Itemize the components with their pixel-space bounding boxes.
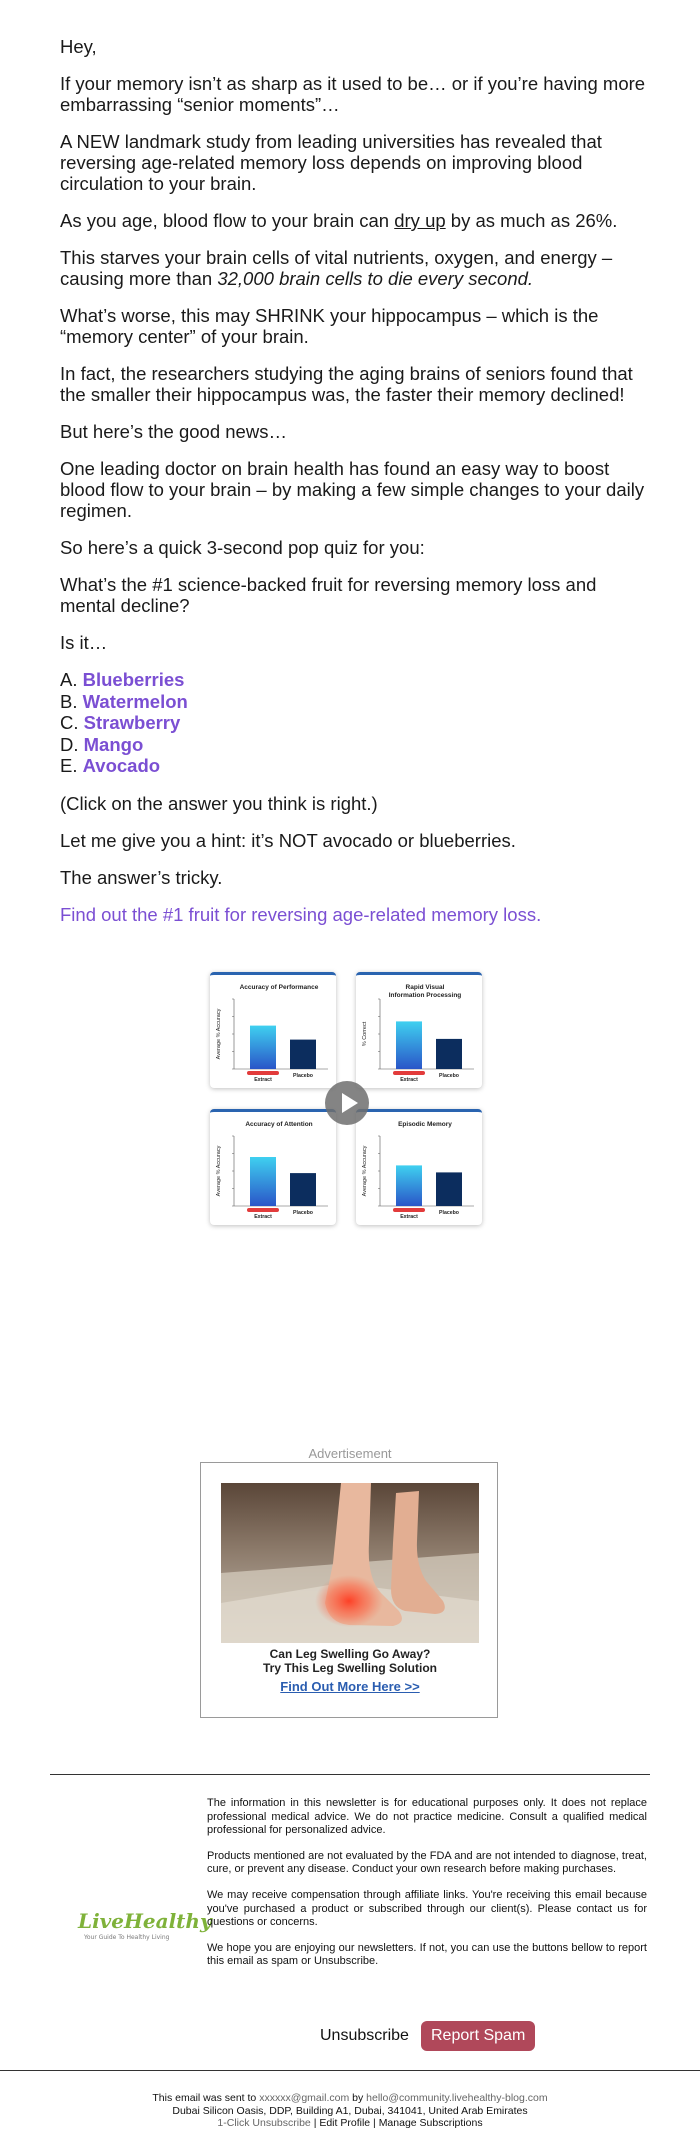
paragraph-6: In fact, the researchers studying the aging brains of seniors found that the smaller their hippocampus was, the faster their memory declined! <box>60 363 633 405</box>
advertisement-label: Advertisement <box>308 1446 392 1461</box>
disclaimer-fda: Products mentioned are not evaluated by the FDA and are not intended to diagnose, treat, cure, or prevent any disease. Conduct your own research before making purchases. <box>207 1849 647 1876</box>
chart-title <box>398 1121 452 1128</box>
bar-extract <box>250 1157 276 1206</box>
bar-extract <box>396 1021 422 1069</box>
divider <box>0 2070 700 2071</box>
video-thumbnail-charts[interactable] <box>210 972 484 1228</box>
chart-title <box>245 1121 312 1128</box>
bar-chart <box>356 1112 482 1225</box>
option-link-mango[interactable]: Mango <box>83 733 144 755</box>
y-axis-label: % Correct <box>362 1021 368 1047</box>
footer-links <box>150 2117 550 2130</box>
ad-headline-line-1: Can Leg Swelling Go Away? <box>269 1647 431 1661</box>
paragraph-1: If your memory isn’t as sharp as it used to be… or if you’re having more embarrassing “senior moments”… <box>60 73 646 115</box>
paragraph-14: The answer’s tricky. <box>60 866 223 888</box>
chart-title-line: Accuracy of Performance <box>239 984 319 991</box>
chart-title-line: Information Processing <box>388 992 462 999</box>
category-label: Placebo <box>293 1073 313 1079</box>
paragraph-4 <box>60 247 650 289</box>
logo-tagline: Your Guide To Healthy Living <box>84 1934 170 1941</box>
greeting: Hey, <box>60 36 97 57</box>
quiz-option <box>60 669 650 691</box>
foot-illustration <box>221 1483 479 1643</box>
p4-italic-text: 32,000 brain cells to die every second. <box>217 268 534 289</box>
redacted-label-mark <box>393 1071 425 1075</box>
logo-wordmark: LiveHealthy <box>78 1909 212 1933</box>
chart-title <box>240 984 319 991</box>
bar-chart <box>356 975 482 1088</box>
option-link-strawberry[interactable]: Strawberry <box>83 712 181 733</box>
quiz-option <box>60 712 650 734</box>
chart-card <box>210 1109 336 1225</box>
ad-headline-line-2: Try This Leg Swelling Solution <box>262 1661 437 1675</box>
option-letter: D. <box>60 733 79 755</box>
paragraph-11: Is it… <box>60 632 108 653</box>
p3-underlined-text: dry up <box>394 210 446 231</box>
ad-cta-link[interactable]: Find Out More Here >> <box>280 1679 420 1694</box>
category-label: Placebo <box>293 1210 313 1216</box>
footer-sent-prefix: This email was sent to <box>152 2092 260 2104</box>
option-letter: A. <box>60 669 78 690</box>
quiz-option <box>60 691 650 713</box>
chart-card <box>210 972 336 1088</box>
disclaimer-unsubscribe-info: We hope you are enjoying our newsletters. If not, you can use the buttons bellow to report this email as spam or Unsubscribe. <box>207 1941 647 1968</box>
category-label: Placebo <box>439 1210 459 1216</box>
email-body <box>60 36 650 941</box>
chart-card <box>356 972 482 1088</box>
category-label: Extract <box>400 1214 418 1220</box>
p3-text-after: by as much as 26%. <box>445 210 618 231</box>
category-label: Extract <box>400 1077 418 1083</box>
manage-subscriptions-link[interactable]: Manage Subscriptions <box>378 2117 483 2129</box>
footer-sender: hello@community.livehealthy-blog.com <box>366 2092 548 2104</box>
cta-paragraph <box>60 904 650 925</box>
quiz-option <box>60 755 650 777</box>
bar-placebo <box>436 1172 462 1206</box>
category-label: Extract <box>254 1214 272 1220</box>
play-icon <box>325 1081 369 1125</box>
paragraph-2: A NEW landmark study from leading universities has revealed that reversing age-related memory loss depends on improving blood circulation to your brain. <box>60 131 602 194</box>
ad-headline <box>201 1647 499 1675</box>
y-axis-label: Average % Accuracy <box>216 1008 222 1060</box>
footer-separator: | <box>310 2117 320 2129</box>
paragraph-9: So here’s a quick 3-second pop quiz for you: <box>60 537 425 558</box>
footer-sent-line <box>150 2092 550 2105</box>
paragraph-13: Let me give you a hint: it’s NOT avocado or blueberries. <box>60 829 516 851</box>
p3-text-before: As you age, blood flow to your brain can <box>60 210 395 231</box>
disclaimer-affiliate: We may receive compensation through affiliate links. You're receiving this email because you've purchased a product or subscribed through our client(s). Please contact us for questions or concerns. <box>207 1888 647 1929</box>
bar-extract <box>250 1026 276 1069</box>
report-spam-button[interactable]: Report Spam <box>421 2021 535 2051</box>
edit-profile-link[interactable]: Edit Profile <box>319 2117 371 2129</box>
chart-title-line: Rapid Visual <box>405 984 445 991</box>
bar-placebo <box>290 1173 316 1206</box>
paragraph-7: But here’s the good news… <box>60 421 287 442</box>
option-link-avocado[interactable]: Avocado <box>82 755 161 776</box>
redacted-label-mark <box>393 1208 425 1212</box>
livehealthy-logo[interactable] <box>76 1906 212 1946</box>
ad-image-foot-swelling[interactable] <box>221 1483 479 1643</box>
option-letter: E. <box>60 755 78 776</box>
redacted-label-mark <box>247 1208 279 1212</box>
logo-mark <box>76 1906 212 1946</box>
category-label: Extract <box>254 1077 272 1083</box>
memory-fruit-link[interactable]: Find out the #1 fruit for reversing age-related memory loss. <box>60 903 542 925</box>
bar-placebo <box>436 1039 462 1069</box>
one-click-unsubscribe-link[interactable]: 1-Click Unsubscribe <box>217 2117 311 2129</box>
category-label: Placebo <box>439 1073 459 1079</box>
option-link-blueberries[interactable]: Blueberries <box>82 669 185 690</box>
redacted-label-mark <box>247 1071 279 1075</box>
y-axis-label: Average % Accuracy <box>216 1145 222 1197</box>
paragraph-12: (Click on the answer you think is right.) <box>60 792 378 814</box>
advertisement-box[interactable] <box>200 1462 498 1718</box>
paragraph-10: What’s the #1 science-backed fruit for reversing memory loss and mental decline? <box>60 574 597 616</box>
chart-card <box>356 1109 482 1225</box>
footer-address: Dubai Silicon Oasis, DDP, Building A1, Dubai, 341041, United Arab Emirates <box>172 2104 528 2117</box>
bar-chart <box>210 1112 336 1225</box>
play-button[interactable] <box>325 1081 369 1125</box>
p4-text-before: This starves your brain cells of vital nutrients, oxygen, and energy – causing more than <box>60 247 613 289</box>
quiz-option <box>60 734 650 756</box>
bar-chart <box>210 975 336 1088</box>
paragraph-8: One leading doctor on brain health has found an easy way to boost blood flow to your brain – by making a few simple changes to your daily regimen. <box>60 458 645 521</box>
y-axis-label: Average % Accuracy <box>362 1145 368 1197</box>
paragraph-5: What’s worse, this may SHRINK your hippocampus – which is the “memory center” of your brain. <box>60 305 599 347</box>
chart-title-line: Episodic Memory <box>398 1121 452 1128</box>
paragraph-3 <box>60 210 650 231</box>
option-link-watermelon[interactable]: Watermelon <box>82 690 188 712</box>
footer <box>150 2092 550 2130</box>
chart-title <box>389 984 462 999</box>
quiz-options <box>60 669 650 777</box>
footer-by: by <box>349 2092 367 2104</box>
disclaimer <box>207 1797 647 1981</box>
divider <box>50 1774 650 1775</box>
option-letter: B. <box>60 690 78 712</box>
disclaimer-educational: The information in this newsletter is for educational purposes only. It does not replace professional medical advice. We do not practice medicine. Consult a qualified medical professional for personalized advice. <box>207 1797 647 1837</box>
footer-recipient: xxxxxx@gmail.com <box>259 2092 350 2104</box>
bar-extract <box>396 1165 422 1206</box>
bar-placebo <box>290 1040 316 1069</box>
footer-separator: | <box>370 2117 379 2129</box>
unsubscribe-button[interactable]: Unsubscribe <box>320 2027 409 2044</box>
chart-title-line: Accuracy of Attention <box>245 1121 313 1128</box>
option-letter: C. <box>60 712 79 733</box>
